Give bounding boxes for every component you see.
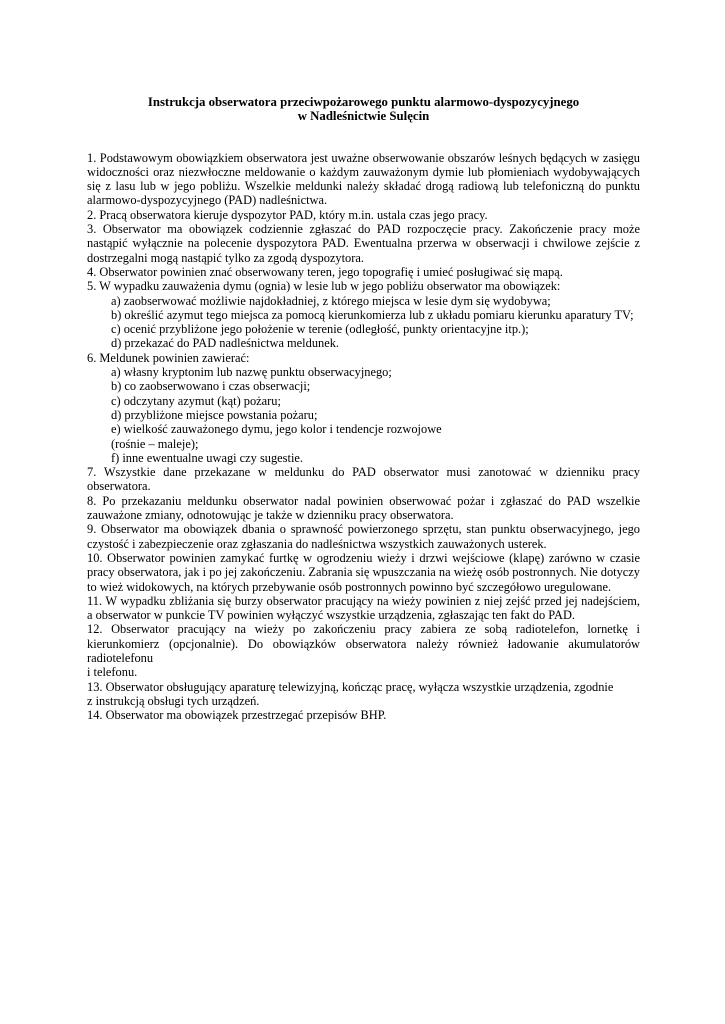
paragraph-14: 14. Obserwator ma obowiązek przestrzegać przepisów BHP. bbox=[87, 708, 387, 723]
paragraph-13: 13. Obserwator obsługujący aparaturę telewizyjną, kończąc pracę, wyłącza wszystkie urządzenia, zgodnie bbox=[87, 679, 614, 694]
paragraph-6-b: b) co zaobserwowano i czas obserwacji; bbox=[111, 379, 311, 394]
title-line-2: w Nadleśnictwie Sulęcin bbox=[297, 109, 430, 124]
paragraph-7: 7. Wszystkie dane przekazane w meldunku do PAD obserwator musi zanotować w dzienniku pracy obserwatora. bbox=[87, 465, 640, 494]
paragraph-5: 5. W wypadku zauważenia dymu (ognia) w lesie lub w jego pobliżu obserwator ma obowiązek: bbox=[87, 279, 561, 294]
document-title bbox=[87, 95, 640, 124]
paragraph-12-continued: i telefonu. bbox=[87, 665, 138, 680]
paragraph-8: 8. Po przekazaniu meldunku obserwator nadal powinien obserwować pożar i zgłaszać do PAD wszelkie zauważone zmiany, odnotowując je także w dzienniku pracy obserwatora. bbox=[87, 493, 640, 523]
paragraph-1: 1. Podstawowym obowiązkiem obserwatora jest uważne obserwowanie obszarów leśnych będących w zasięgu widoczności oraz niezwłoczne meldowanie o każdym zauważonym dymie lub płomieniach wydobywających się z lasu lub w jego pobliżu. Wszelkie meldunki należy składać drogą radiową lub telefoniczną do punktu alarmowo-dyspozycyjnego (PAD) nadleśnictwa. bbox=[87, 150, 640, 208]
paragraph-5-b: b) określić azymut tego miejsca za pomocą kierunkomierza lub z układu pomiaru kierunku aparatury TV; bbox=[111, 307, 634, 322]
document-page bbox=[87, 95, 640, 722]
title-line-1: Instrukcja obserwatora przeciwpożarowego punktu alarmowo-dyspozycyjnego bbox=[147, 95, 580, 109]
paragraph-6-d: d) przybliżone miejsce powstania pożaru; bbox=[111, 407, 318, 422]
paragraph-6: 6. Meldunek powinien zawierać: bbox=[87, 350, 250, 365]
paragraph-6-a: a) własny kryptonim lub nazwę punktu obserwacyjnego; bbox=[111, 365, 392, 380]
paragraph-12: 12. Obserwator pracujący na wieży po zakończeniu pracy zabiera ze sobą radiotelefon, lornetkę i kierunkomierz (opcjonalnie). Do obowiązków obserwatora należy również ładowanie akumulatorów radiotelefonu bbox=[87, 622, 640, 665]
paragraph-2: 2. Pracą obserwatora kieruje dyspozytor PAD, który m.in. ustala czas jego pracy. bbox=[87, 207, 488, 222]
paragraph-11: 11. W wypadku zbliżania się burzy obserwator pracujący na wieży powinien z niej zejść przed jej nadejściem, a obserwator w punkcie TV powinien wyłączyć wszystkie urządzenia, zgłaszając ten fakt do PAD. bbox=[87, 593, 640, 623]
paragraph-5-d: d) przekazać do PAD nadleśnictwa meldunek. bbox=[111, 336, 340, 351]
paragraph-6-c: c) odczytany azymut (kąt) pożaru; bbox=[111, 393, 281, 408]
paragraph-13-continued: z instrukcją obsługi tych urządzeń. bbox=[87, 693, 260, 708]
paragraph-6-e: e) wielkość zauważonego dymu, jego kolor i tendencje rozwojowe bbox=[111, 422, 442, 437]
paragraph-5-c: c) ocenić przybliżone jego położenie w terenie (odległość, punkty orientacyjne itp.); bbox=[111, 322, 529, 337]
paragraph-10: 10. Obserwator powinien zamykać furtkę w ogrodzeniu wieży i drzwi wejściowe (klapę) zarówno w czasie pracy obserwatora, jak i po jej zakończeniu. Zabrania się wpuszczania na wieżę osób postronnych. Nie dotyczy to wież widokowych, na których przebywanie osób postronnych powinno być szczegółowo uregulowane. bbox=[87, 550, 640, 594]
paragraph-6-f: f) inne ewentualne uwagi czy sugestie. bbox=[111, 450, 303, 465]
paragraph-5-a: a) zaobserwować możliwie najdokładniej, z którego miejsca w lesie dym się wydobywa; bbox=[111, 293, 551, 308]
paragraph-9: 9. Obserwator ma obowiązek dbania o sprawność powierzonego sprzętu, stan punktu obserwacyjnego, jego czystość i zabezpieczenie oraz zgłaszania do nadleśnictwa wszystkich zauważonych usterek. bbox=[87, 522, 640, 551]
paragraph-6-e-continued: (rośnie – maleje); bbox=[111, 436, 199, 451]
paragraph-3: 3. Obserwator ma obowiązek codziennie zgłaszać do PAD rozpoczęcie pracy. Zakończenie pracy może nastąpić wyłącznie na polecenie dyspozytora PAD. Ewentualna przerwa w obserwacji i chwilowe zejście z dostrzegalni mogą nastąpić tylko za zgodą dyspozytora. bbox=[87, 222, 640, 265]
paragraph-4: 4. Obserwator powinien znać obserwowany teren, jego topografię i umieć posługiwać się mapą. bbox=[87, 264, 563, 279]
